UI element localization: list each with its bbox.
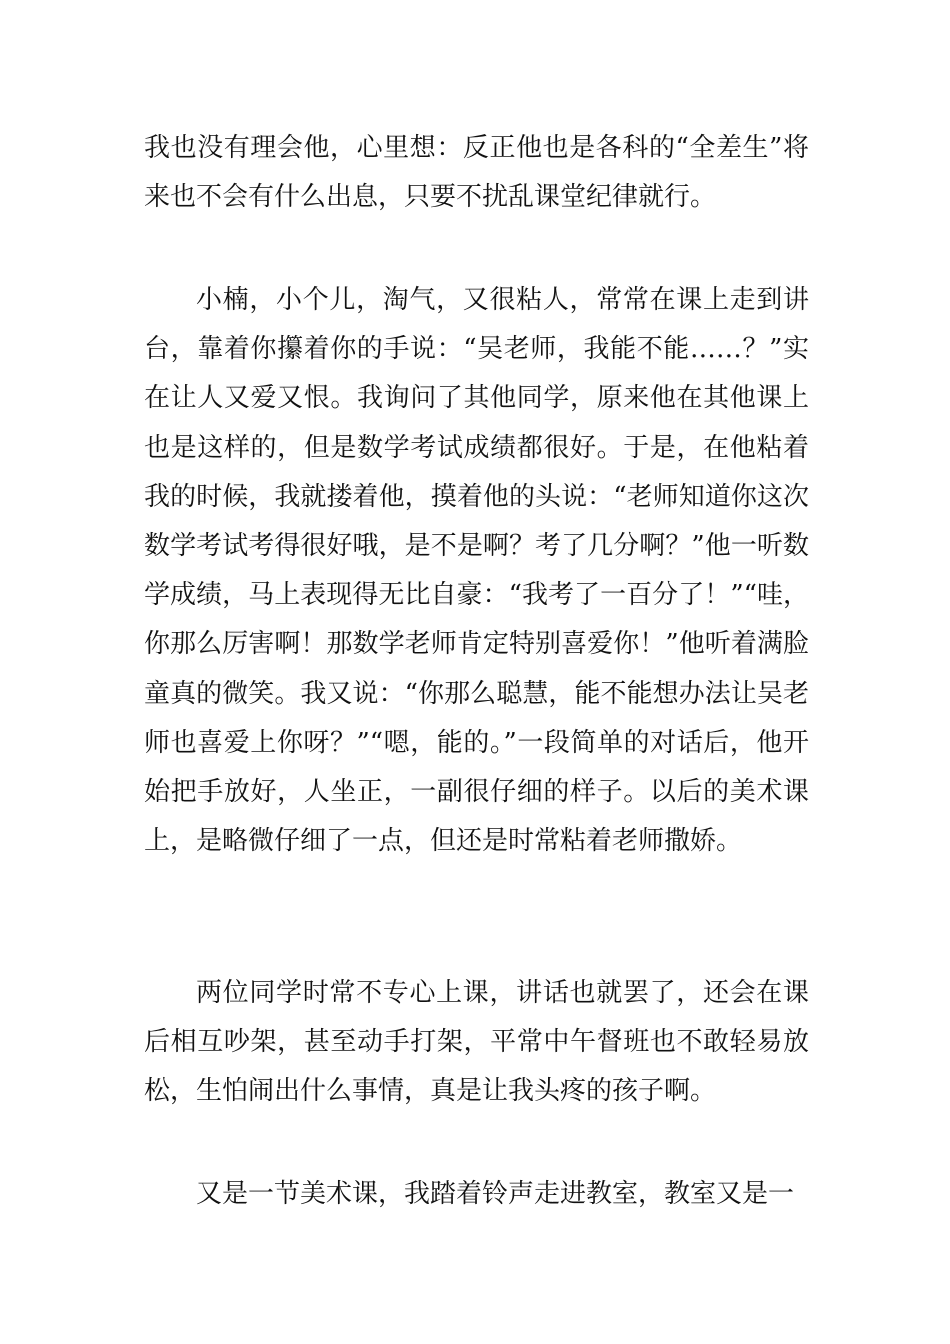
paragraph-two-students: 两位同学时常不专心上课，讲话也就罢了，还会在课后相互吵架，甚至动手打架，平常中午督班也不敢轻易放松，生怕闹出什么事情，真是让我头疼的孩子啊。 [144,978,809,1107]
paragraph-continuation: 我也没有理会他，心里想：反正他也是各科的“全差生”将来也不会有什么出息，只要不扰乱课堂纪律就行。 [144,133,809,213]
paragraph-art-class: 又是一节美术课，我踏着铃声走进教室，教室又是一 [196,1179,795,1209]
paragraph-xiaonan: 小楠，小个儿，淘气，又很粘人，常常在课上走到讲台，靠着你攥着你的手说：“吴老师，我能不能……？”实在让人又爱又恨。我询问了其他同学，原来他在其他课上也是这样的，但是数学考试成绩都很好。于是，在他粘着我的时候，我就搂着他，摸着他的头说：“老师知道你这次数学考试考得很好哦，是不是啊？考了几分啊？”他一听数学成绩，马上表现得无比自豪：“我考了一百分了！”“哇，你那么厉害啊！那数学老师肯定特别喜爱你！”他听着满脸童真的微笑。我又说：“你那么聪慧，能不能想办法让吴老师也喜爱上你呀？”“嗯，能的。”一段简单的对话后，他开始把手放好，人坐正，一副很仔细的样子。以后的美术课上，是略微仔细了一点，但还是时常粘着老师撒娇。 [144,285,809,857]
